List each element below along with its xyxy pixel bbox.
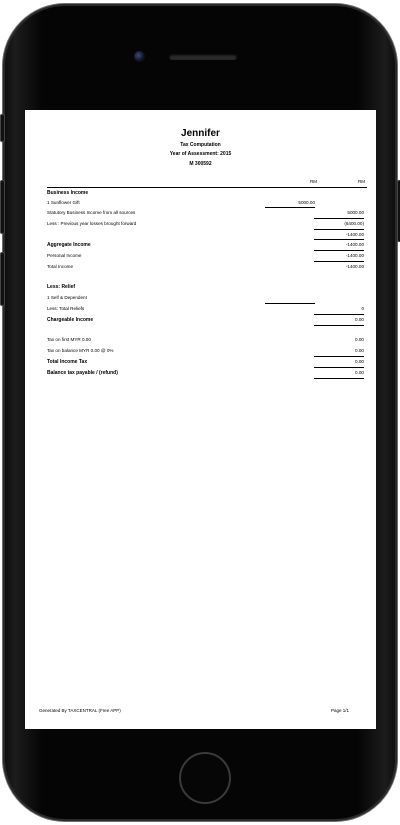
chargeable-income-label: Chargeable Income	[47, 317, 94, 323]
divider	[314, 367, 364, 368]
volume-down-button	[0, 252, 5, 306]
total-income-label: Total Income	[47, 264, 74, 269]
aggregate-income-label: Aggregate Income	[47, 242, 91, 248]
document-title: Tax Computation	[180, 142, 221, 148]
balance-payable-label: Balance tax payable / (refund)	[47, 370, 118, 376]
divider	[314, 218, 364, 219]
reference-number: M 300592	[189, 161, 212, 167]
self-dependent-label: 1 Self & Dependent	[47, 295, 87, 300]
statutory-income-label: Statutory Business Income from all sources	[47, 210, 136, 215]
mute-switch	[0, 114, 5, 142]
aggregate-income-value: -1400.00	[345, 242, 364, 247]
previous-losses-value: (6400.00)	[344, 221, 364, 226]
statutory-income-value: 5000.00	[347, 210, 364, 215]
divider	[265, 303, 315, 304]
business-item-1-value: 5000.00	[298, 200, 315, 205]
column-header-rm-2: RM	[358, 179, 365, 184]
total-income-tax-label: Total Income Tax	[47, 359, 88, 365]
balance-payable-value: 0.00	[355, 370, 364, 375]
divider	[314, 250, 364, 251]
net-business-value: -1400.00	[345, 232, 364, 237]
divider	[314, 378, 364, 379]
divider	[314, 325, 364, 326]
document-screen	[25, 110, 376, 729]
assessment-year: Year of Assessment: 2015	[169, 151, 232, 157]
tax-first-label: Tax on first MYR 0.00	[47, 337, 91, 342]
divider	[314, 314, 364, 315]
personal-income-label: Personal Income	[47, 253, 82, 258]
column-header-rm-1: RM	[310, 179, 317, 184]
generated-by-footer: Generated By TAXCENTRAL (Free APP)	[39, 708, 121, 713]
earpiece-speaker	[169, 54, 237, 60]
taxpayer-name: Jennifer	[181, 128, 220, 139]
divider	[265, 207, 315, 208]
personal-income-value: -1400.00	[345, 253, 364, 258]
tax-balance-value: 0.00	[355, 348, 364, 353]
volume-up-button	[0, 180, 5, 234]
front-camera-icon	[134, 51, 145, 62]
home-button[interactable]	[179, 752, 231, 804]
total-income-value: -1400.00	[345, 264, 364, 269]
divider	[314, 229, 364, 230]
divider	[314, 356, 364, 357]
page-number: Page 1/1	[331, 708, 350, 713]
total-reliefs-label: Less: Total Reliefs	[47, 306, 85, 311]
total-income-tax-value: 0.00	[355, 359, 364, 364]
previous-losses-label: Less : Previous year losses brought forward	[47, 221, 137, 226]
tax-balance-label: Tax on balance MYR 0.00 @ 0%	[47, 348, 114, 353]
divider	[314, 261, 364, 262]
relief-heading: Less: Relief	[47, 284, 76, 290]
business-income-heading: Business Income	[47, 190, 89, 196]
total-reliefs-value: 0	[361, 306, 364, 311]
divider	[314, 239, 364, 240]
tax-first-value: 0.00	[355, 337, 364, 342]
business-item-1-label: 1 Sunflower Gift	[47, 200, 80, 205]
header-divider	[47, 187, 367, 188]
chargeable-income-value: 0.00	[355, 317, 364, 322]
